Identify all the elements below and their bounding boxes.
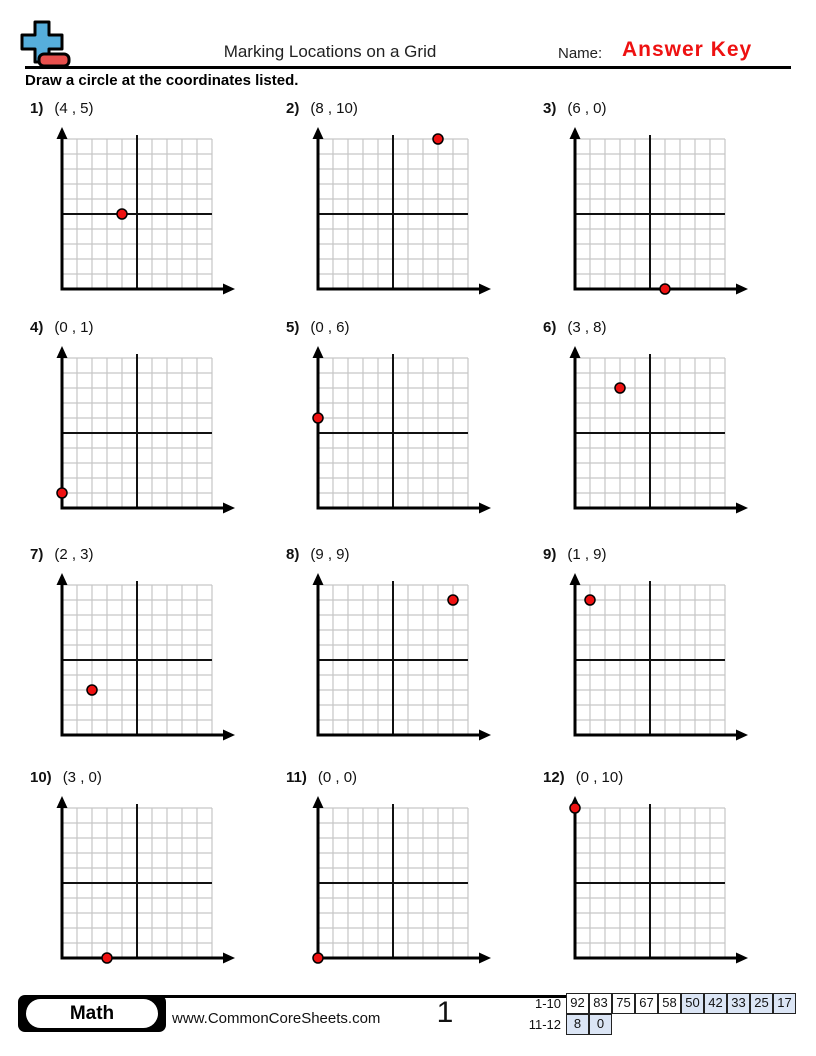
plus-minus-logo — [18, 20, 76, 69]
answer-dot — [313, 413, 323, 423]
problem-12 — [538, 769, 795, 984]
problem-number: 8) — [286, 546, 300, 563]
name-label: Name: — [558, 45, 603, 62]
answer-key-text: Answer Key — [622, 38, 753, 61]
answer-dot — [585, 595, 595, 605]
problem-10 — [25, 769, 281, 984]
problem-number: 3) — [543, 100, 557, 117]
answer-dot — [57, 488, 67, 498]
coordinate-grid — [563, 346, 756, 518]
coordinate-grid — [563, 127, 756, 299]
score-cell: 75 — [612, 993, 635, 1014]
problem-number: 2) — [286, 100, 300, 117]
problem-label — [543, 319, 795, 337]
problem-number: 7) — [30, 546, 44, 563]
problem-number: 6) — [543, 319, 557, 336]
coordinate-grid — [50, 346, 243, 518]
problem-4 — [25, 319, 281, 546]
problem-number: 10) — [30, 769, 52, 786]
problems-grid — [25, 100, 795, 984]
score-row-label: 1-10 — [534, 996, 561, 1011]
answer-dot — [570, 803, 580, 813]
score-table — [515, 993, 796, 1035]
problem-label — [286, 546, 538, 564]
problem-label — [286, 319, 538, 337]
coordinate-grid — [306, 573, 499, 745]
website-url: www.CommonCoreSheets.com — [172, 1010, 381, 1027]
score-cell: 50 — [681, 993, 704, 1014]
problem-coordinates: (0 , 10) — [575, 769, 624, 786]
problem-label — [543, 546, 795, 564]
problem-coordinates: (3 , 0) — [62, 769, 102, 786]
problem-5 — [281, 319, 538, 546]
score-cell: 92 — [566, 993, 589, 1014]
problem-label — [30, 546, 281, 564]
problem-coordinates: (8 , 10) — [310, 100, 358, 117]
score-cell: 42 — [704, 993, 727, 1014]
subject-label: Math — [26, 999, 158, 1028]
problem-11 — [281, 769, 538, 984]
subject-badge — [18, 995, 166, 1032]
problem-coordinates: (0 , 1) — [54, 319, 94, 336]
score-cell: 25 — [750, 993, 773, 1014]
problem-coordinates: (3 , 8) — [567, 319, 607, 336]
score-cell: 33 — [727, 993, 750, 1014]
coordinate-grid — [50, 127, 243, 299]
answer-dot — [87, 685, 97, 695]
score-cell: 8 — [566, 1014, 589, 1035]
answer-dot — [660, 284, 670, 294]
problem-label — [286, 769, 538, 787]
coordinate-grid — [306, 796, 499, 968]
answer-dot — [313, 953, 323, 963]
page-number: 1 — [436, 996, 454, 1029]
problem-7 — [25, 546, 281, 769]
score-row — [515, 1014, 796, 1035]
problem-label — [30, 100, 281, 118]
page-title: Marking Locations on a Grid — [223, 42, 437, 61]
problem-coordinates: (4 , 5) — [54, 100, 94, 117]
problem-coordinates: (9 , 9) — [310, 546, 350, 563]
score-cell: 17 — [773, 993, 796, 1014]
logo-minus-icon — [39, 54, 69, 66]
coordinate-grid — [563, 796, 756, 968]
score-cell: 67 — [635, 993, 658, 1014]
problem-coordinates: (1 , 9) — [567, 546, 607, 563]
score-cell: 0 — [589, 1014, 612, 1035]
problem-6 — [538, 319, 795, 546]
problem-label — [30, 319, 281, 337]
problem-number: 5) — [286, 319, 300, 336]
problem-coordinates: (2 , 3) — [54, 546, 94, 563]
problem-label — [286, 100, 538, 118]
problem-label — [30, 769, 281, 787]
instruction-text: Draw a circle at the coordinates listed. — [25, 72, 299, 89]
coordinate-grid — [306, 127, 499, 299]
answer-dot — [433, 134, 443, 144]
coordinate-grid — [306, 346, 499, 518]
coordinate-grid — [50, 573, 243, 745]
problem-coordinates: (6 , 0) — [567, 100, 607, 117]
header-divider — [25, 66, 791, 69]
problem-1 — [25, 100, 281, 319]
problem-2 — [281, 100, 538, 319]
answer-dot — [117, 209, 127, 219]
problem-number: 9) — [543, 546, 557, 563]
problem-coordinates: (0 , 6) — [310, 319, 350, 336]
score-cell: 58 — [658, 993, 681, 1014]
score-row-label: 11-12 — [528, 1017, 561, 1032]
coordinate-grid — [563, 573, 756, 745]
problem-label — [543, 100, 795, 118]
answer-dot — [615, 383, 625, 393]
score-cell: 83 — [589, 993, 612, 1014]
problem-3 — [538, 100, 795, 319]
problem-number: 4) — [30, 319, 44, 336]
problem-number: 11) — [286, 769, 307, 786]
problem-number: 1) — [30, 100, 44, 117]
problem-label — [543, 769, 795, 787]
answer-dot — [102, 953, 112, 963]
problem-9 — [538, 546, 795, 769]
problem-coordinates: (0 , 0) — [317, 769, 358, 786]
coordinate-grid — [50, 796, 243, 968]
answer-dot — [448, 595, 458, 605]
problem-number: 12) — [543, 769, 565, 786]
score-row — [515, 993, 796, 1014]
problem-8 — [281, 546, 538, 769]
